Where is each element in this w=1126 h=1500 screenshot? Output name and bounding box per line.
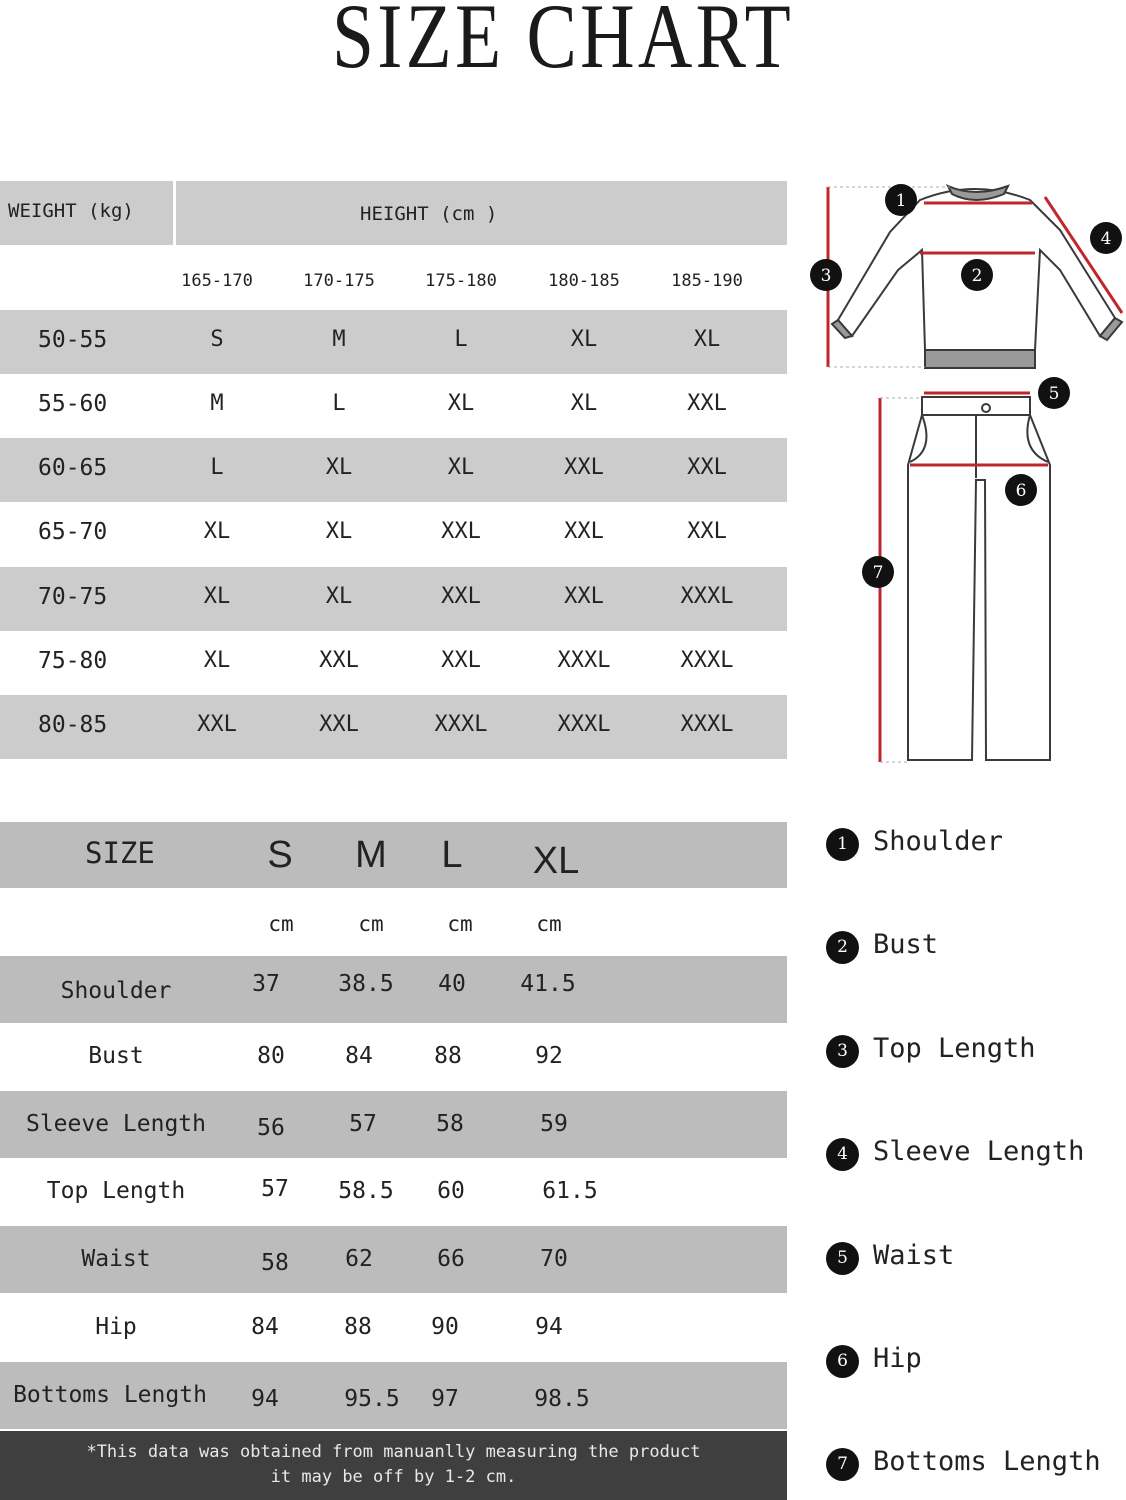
measure-value: 94 [535,1314,563,1340]
height-header: HEIGHT (cm ) [360,203,498,225]
size-cell: XXL [441,584,481,609]
measure-value: 80 [257,1043,285,1069]
unit-label: cm [447,912,473,936]
size-cell: XXL [564,455,604,480]
badge-7-icon [862,556,894,588]
svg-text:5: 5 [1048,384,1060,404]
measure-value: 84 [345,1043,373,1069]
table-row [0,956,787,1023]
size-cell: XXL [564,584,604,609]
size-column-header: L [441,834,463,876]
size-cell: XL [570,391,598,416]
legend-label: Waist [873,1240,955,1271]
weight-cell: 70-75 [38,584,108,610]
measure-value: 40 [438,971,466,997]
measure-value: 97 [431,1386,459,1412]
table-row [0,310,787,374]
size-cell: XL [570,327,598,352]
size-cell: L [332,391,346,416]
table-row [0,567,787,631]
table-row [0,631,787,695]
measure-value: 60 [437,1178,465,1204]
size-cell: XXXL [680,648,734,673]
size-cell: XL [203,648,231,673]
measure-label: Shoulder [60,978,172,1004]
size-cell: XXL [319,712,359,737]
unit-label: cm [358,912,384,936]
badge-6-icon [1005,474,1037,506]
height-range: 170-175 [303,271,375,291]
measurement-note [0,1431,787,1500]
number-7-icon: 7 [826,1448,859,1481]
table-row [0,1023,787,1090]
measure-value: 95.5 [344,1386,400,1412]
size-cell: XXXL [434,712,488,737]
size-cell: XXXL [557,648,611,673]
size-header: SIZE [85,836,155,870]
legend-label: Hip [873,1343,922,1374]
size-cell: XL [447,391,475,416]
note-line-2: it may be off by 1-2 cm. [270,1467,517,1487]
svg-text:2: 2 [971,266,983,286]
svg-text:4: 4 [1100,229,1112,249]
size-column-header: XL [532,840,580,882]
size-cell: XL [693,327,721,352]
measure-value: 70 [540,1246,568,1272]
legend-label: Bust [873,929,939,960]
number-2-icon: 2 [826,931,859,964]
measure-value: 37 [252,971,280,997]
table-row [0,1158,787,1225]
weight-cell: 55-60 [38,391,108,417]
measure-value: 58 [436,1111,464,1137]
measure-value: 56 [257,1115,285,1141]
height-range: 165-170 [181,271,253,291]
measure-value: 90 [431,1314,459,1340]
size-cell: XL [447,455,475,480]
size-cell: XL [325,455,353,480]
measure-value: 41.5 [520,971,576,997]
size-cell: XXXL [557,712,611,737]
badge-3-icon [810,259,842,291]
legend-label: Shoulder [873,826,1004,857]
badge-1-icon [885,184,917,216]
measure-label: Hip [95,1314,137,1340]
weight-cell: 65-70 [38,519,108,545]
weight-cell: 60-65 [38,455,108,481]
size-cell: XXL [441,519,481,544]
measure-value: 58.5 [338,1178,394,1204]
weight-cell: 50-55 [38,327,108,353]
size-cell: XXL [441,648,481,673]
measure-label: Sleeve Length [25,1111,206,1137]
number-6-icon: 6 [826,1345,859,1378]
page-title: SIZE CHART [331,0,795,87]
measure-label: Bust [88,1043,144,1069]
measure-value: 88 [344,1314,372,1340]
size-cell: L [454,327,468,352]
measure-value: 66 [437,1246,465,1272]
note-line-1: *This data was obtained from manuanlly measuring the product [86,1442,701,1462]
weight-cell: 75-80 [38,648,108,674]
size-cell: XXL [564,519,604,544]
measure-value: 38.5 [338,971,394,997]
measure-value: 98.5 [534,1386,590,1412]
table-row [0,502,787,566]
measure-value: 62 [345,1246,373,1272]
size-cell: XXXL [680,712,734,737]
size-cell: XXL [687,391,727,416]
size-cell: L [210,455,224,480]
header-divider [173,181,176,245]
badge-5-icon [1038,377,1070,409]
svg-text:1: 1 [895,191,907,211]
number-5-icon: 5 [826,1242,859,1275]
measure-value: 92 [535,1043,563,1069]
svg-text:6: 6 [1015,481,1027,501]
garment-measurement-diagram [800,170,1126,770]
size-column-header: S [267,834,293,876]
size-cell: XL [203,584,231,609]
measure-value: 57 [349,1111,377,1137]
size-cell: XL [325,584,353,609]
height-range: 185-190 [671,271,743,291]
table-row [0,1226,787,1293]
weight-cell: 80-85 [38,712,108,738]
size-cell: XXXL [680,584,734,609]
size-cell: XL [325,519,353,544]
measure-label: Top Length [46,1178,186,1204]
legend-label: Sleeve Length [873,1136,1085,1167]
table-row [0,1294,787,1361]
measure-value: 57 [261,1176,289,1202]
size-cell: XL [203,519,231,544]
measure-value: 59 [540,1111,568,1137]
svg-text:3: 3 [820,266,832,286]
measure-value: 84 [251,1314,279,1340]
badge-2-icon [961,259,993,291]
height-range: 180-185 [548,271,620,291]
size-column-header: M [355,834,387,876]
svg-text:7: 7 [872,563,884,583]
number-1-icon: 1 [826,828,859,861]
pants-drawing [908,397,1050,760]
table-row [0,695,787,759]
size-cell: XXL [687,519,727,544]
measure-value: 88 [434,1043,462,1069]
measure-value: 58 [261,1250,289,1276]
size-cell: XXL [197,712,237,737]
number-3-icon: 3 [826,1035,859,1068]
legend-label: Bottoms Length [873,1446,1101,1477]
badge-4-icon [1090,222,1122,254]
size-cell: XXL [319,648,359,673]
measure-label: Waist [81,1246,151,1272]
weight-header: WEIGHT (kg) [8,200,134,222]
legend-label: Top Length [873,1033,1036,1064]
size-cell: S [210,327,224,352]
measure-value: 61.5 [542,1178,598,1204]
size-cell: M [210,391,224,416]
size-cell: XXL [687,455,727,480]
measure-label: Bottoms Length [13,1382,207,1408]
unit-label: cm [536,912,562,936]
table-row [0,1091,787,1158]
unit-label: cm [268,912,294,936]
height-range: 175-180 [425,271,497,291]
table-row [0,438,787,502]
size-cell: M [332,327,346,352]
table-row [0,374,787,438]
table-row [0,1362,787,1429]
measure-value: 94 [251,1386,279,1412]
number-4-icon: 4 [826,1138,859,1171]
